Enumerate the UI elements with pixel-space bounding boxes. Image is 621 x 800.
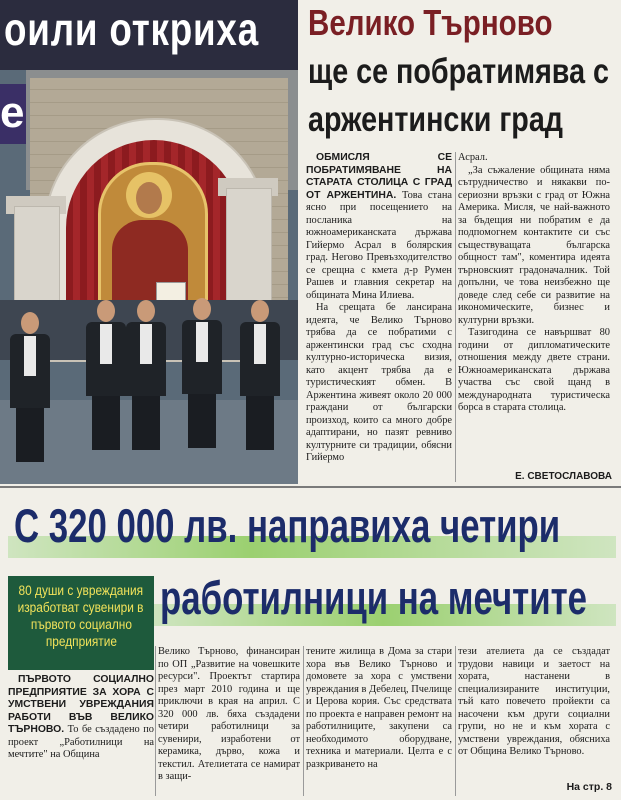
- photo-headline-band: [0, 0, 298, 70]
- article-author: Е. СВЕТОСЛАВОВА: [515, 471, 612, 482]
- subhead-line: изработват сувенири в: [18, 600, 144, 615]
- photo-icon-face: [136, 182, 162, 214]
- bottom-article-column-3: [306, 646, 452, 796]
- bottom-article-lead: ПЪРВОТО СОЦИАЛНО ПРЕДПРИЯТИЕ ЗА ХОРА С УМСТВЕНИ УВРЕЖДАНИЯ РАБОТИ ВЪВ ВЕЛИКО ТЪРНОВО.: [8, 674, 154, 735]
- column-rule: [455, 152, 456, 482]
- column-rule: [303, 646, 304, 796]
- bottom-article-column-1: [8, 674, 154, 796]
- section-divider: [0, 486, 621, 488]
- subhead-line: предприятие: [45, 634, 117, 649]
- photo-headline-band-2: [0, 84, 26, 144]
- bottom-headline-line-1: С 320 000 лв. направиха четири: [14, 499, 561, 552]
- column-rule: [455, 646, 456, 796]
- top-article-text: Това стана ясно при посещението на посланика на южноамериканската държава Гийермо Асрал в болярския град. Негово Превъзходителство се срещна с кмета д-р Румен Рашев и главния секретар на общината Мина Илиева.: [306, 189, 452, 301]
- photo-person: [8, 312, 52, 462]
- column-rule: [155, 646, 156, 796]
- photo-person: [84, 300, 128, 450]
- top-article-lead: ОБМИСЛЯ СЕ ПОБРАТИМЯВАНЕ НА СТАРАТА СТОЛИЦА С ГРАД ОТ АРЖЕНТИНА.: [306, 152, 452, 201]
- bottom-article-paragraph: тези ателиета да се създадат трудови навици и заетост на хората, настанени в специализираните институции, тъй като повечето пройекти са насочени към други социални групи, но не и към хората с умствени увреждания, обясниха от Община Велико Търново.: [458, 646, 610, 757]
- top-article-column-1: [306, 152, 452, 482]
- ceremony-photo: [0, 0, 298, 484]
- top-article-paragraph: На срещата бе лансирана идеята, че Велико Търново трябва да се побратими с аржентински град със сходна културно-историческа визия, като акцент трябва да е туристическият обмен. В Аржентина живеят около 20 000 граждани от български произход, които са много добре адаптирани, но пазят ревниво културните си традиции, обясни Гийермо: [306, 302, 452, 463]
- top-article-headline: [300, 0, 621, 150]
- bottom-article-column-2: [158, 646, 300, 796]
- top-article-paragraph: Асрал.: [458, 152, 488, 163]
- photo-person: [124, 300, 168, 450]
- bottom-headline-line-2: работилници на мечтите: [160, 571, 587, 624]
- headline-line-1: Велико Търново: [308, 2, 553, 43]
- headline-line-2: ще се побратимява с: [308, 52, 609, 91]
- headline-line-3: аржентински град: [308, 100, 564, 139]
- subhead-line: първото социално: [30, 617, 132, 632]
- photo-person: [238, 300, 282, 450]
- top-article-column-2: [458, 152, 610, 470]
- photo-headline-fragment-2: е: [0, 88, 25, 137]
- bottom-article-text: То бе създадено по проект „Работилници на мечтите" на Община: [8, 724, 154, 760]
- photo-person: [180, 298, 224, 448]
- bottom-article-paragraph: Велико Търново, финансиран по ОП „Развитие на човешките ресурси". Проектът стартира през март 2010 година и ще приключи в края на април. С 320 000 лв. бяха създадени четири работилници за сувенири, изработени от керамика, дърво, кожа и текстил. Ателиетата се намират в защи-: [158, 646, 300, 782]
- subhead-box: [8, 576, 154, 670]
- subhead-line: 80 души с увреждания: [18, 583, 144, 598]
- top-article-paragraph: „За съжаление общината няма сътрудничество и някакви по-сериозни връзки с град от Южна Америка. Мисля, че най-важното за бъдещия ни побратим е да подпомогнем контактите си със съществуващата българска общност там", коментира идеята търновският градоначалник. Той допълни, че това неизбежно ще доведе след себе си развитие на икономическите, бизнес и културни връзки.: [458, 164, 610, 326]
- bottom-article-column-4: [458, 646, 610, 784]
- bottom-article-paragraph: тените жилища в Дома за стари хора във Велико Търново и домовете за хора с умствени увреждания в Дебелец, Пчелище и Церова кория. Със средствата по проекта е направен ремонт на работилниците, закупени са необходимото оборудване, техника и материали. Целта е с разкриването на: [306, 646, 452, 770]
- photo-headline-fragment: оили откриха: [4, 3, 259, 55]
- page-reference: На стр. 8: [566, 781, 612, 793]
- top-article-paragraph: Тазигодина се навършват 80 години от дипломатическите отношения между двете страни. Южноамериканската държава участва със свой щанд в международната туристическа борса в старата столица.: [458, 327, 610, 413]
